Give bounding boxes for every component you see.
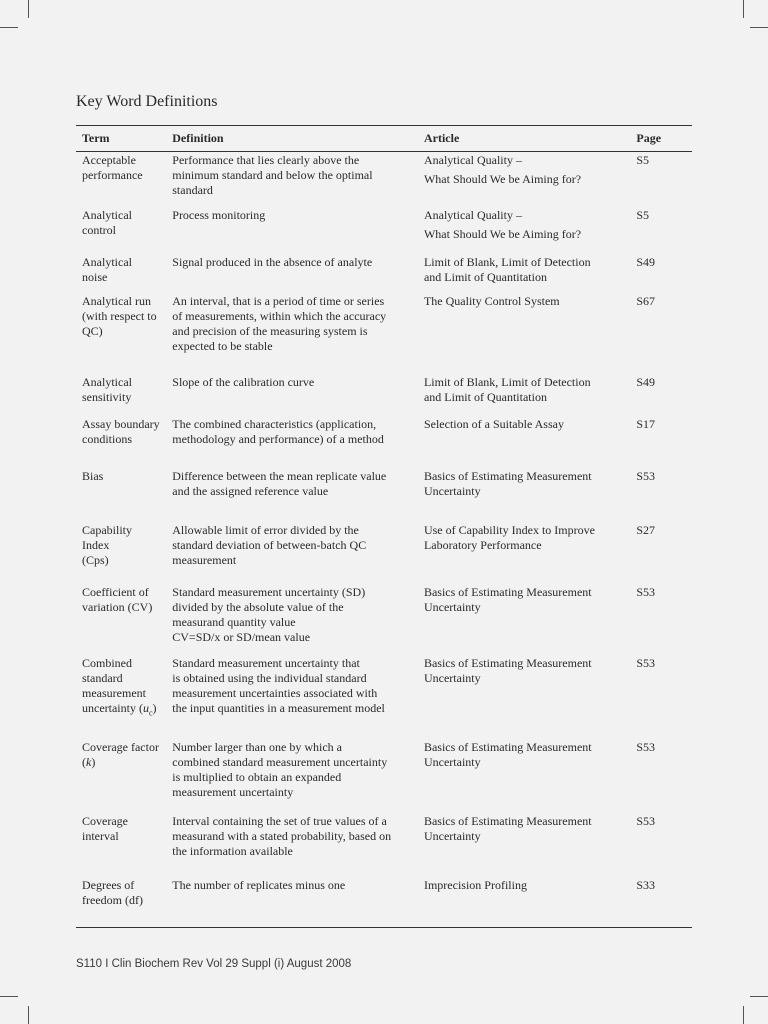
cell-page: S5 bbox=[636, 208, 650, 222]
cell-article: Analytical Quality – What Should We be Aiming for? bbox=[423, 208, 582, 241]
cell-article: The Quality Control System bbox=[423, 294, 560, 308]
cell-term: Analytical run (with respect to QC) bbox=[82, 294, 157, 338]
cell-definition: Process monitoring bbox=[172, 208, 266, 222]
definitions-table bbox=[76, 128, 692, 918]
cell-page: S33 bbox=[636, 878, 656, 892]
table-row bbox=[76, 740, 692, 814]
cell-page: S49 bbox=[636, 375, 656, 389]
cell-definition: Standard measurement uncertainty (SD) divided by the absolute value of the measurand quantity value CV=SD/x or SD/mean value bbox=[172, 585, 366, 644]
crop-mark bbox=[28, 0, 29, 18]
cell-term: Coefficient of variation (CV) bbox=[82, 585, 153, 614]
cell-term: Acceptable performance bbox=[82, 153, 143, 182]
table-row bbox=[76, 585, 692, 656]
cell-definition: Slope of the calibration curve bbox=[172, 375, 315, 389]
cell-term: Degrees of freedom (df) bbox=[82, 878, 143, 907]
crop-mark bbox=[750, 27, 768, 28]
cell-page: S53 bbox=[636, 814, 656, 828]
cell-page: S53 bbox=[636, 740, 656, 754]
cell-page: S17 bbox=[636, 417, 656, 431]
cell-term: Coverage interval bbox=[82, 814, 128, 843]
crop-mark bbox=[743, 0, 744, 18]
table-body bbox=[76, 153, 692, 918]
table-row bbox=[76, 294, 692, 375]
table-row bbox=[76, 375, 692, 417]
cell-definition: Standard measurement uncertainty that is obtained using the individual standard measurement uncertainties associated with the input quantities in a measurement model bbox=[172, 656, 385, 715]
table-header-row bbox=[76, 128, 692, 153]
header-definition: Definition bbox=[172, 130, 224, 145]
table-row bbox=[76, 523, 692, 585]
cell-term: Bias bbox=[82, 469, 104, 483]
cell-definition: Performance that lies clearly above the minimum standard and below the optimal standard bbox=[172, 153, 373, 197]
cell-article: Limit of Blank, Limit of Detection and Limit of Quantitation bbox=[423, 375, 591, 404]
cell-page: S49 bbox=[636, 255, 656, 269]
cell-term: Assay boundary conditions bbox=[82, 417, 160, 446]
table-row bbox=[76, 153, 692, 208]
table-row bbox=[76, 878, 692, 918]
table-row bbox=[76, 208, 692, 255]
crop-mark bbox=[743, 1006, 744, 1024]
cell-definition: Allowable limit of error divided by the standard deviation of between-batch QC measurement bbox=[172, 523, 367, 567]
table-row bbox=[76, 814, 692, 878]
cell-definition: Interval containing the set of true values of a measurand with a stated probability, based on the information available bbox=[172, 814, 392, 858]
header-term: Term bbox=[82, 130, 110, 145]
cell-term: Combined standard measurement uncertainty $(u_c)$ bbox=[82, 656, 157, 718]
table-row bbox=[76, 469, 692, 523]
cell-article: Limit of Blank, Limit of Detection and Limit of Quantitation bbox=[423, 255, 591, 284]
crop-mark bbox=[28, 1006, 29, 1024]
cell-definition: An interval, that is a period of time or series of measurements, within which the accuracy and precision of the measuring system is expected to be stable bbox=[172, 294, 387, 353]
cell-article: Analytical Quality – What Should We be Aiming for? bbox=[423, 153, 582, 186]
cell-article: Basics of Estimating Measurement Uncertainty bbox=[423, 585, 592, 614]
page-footer: S110 I Clin Biochem Rev Vol 29 Suppl (i) August 2008 bbox=[76, 958, 352, 970]
cell-definition: Signal produced in the absence of analyte bbox=[172, 255, 373, 269]
cell-term: Analytical noise bbox=[82, 255, 132, 284]
cell-term: Analytical sensitivity bbox=[82, 375, 132, 404]
cell-article: Basics of Estimating Measurement Uncertainty bbox=[423, 469, 592, 498]
cell-definition: The combined characteristics (application, methodology and performance) of a method bbox=[172, 417, 384, 446]
cell-definition: Number larger than one by which a combined standard measurement uncertainty is multiplied to obtain an expanded measurement uncertainty bbox=[172, 740, 388, 799]
cell-article: Basics of Estimating Measurement Uncertainty bbox=[423, 814, 592, 843]
cell-term: Capability Index (Cps) bbox=[82, 523, 132, 567]
cell-article: Basics of Estimating Measurement Uncertainty bbox=[423, 740, 592, 769]
cell-article: Imprecision Profiling bbox=[423, 878, 527, 892]
cell-page: S53 bbox=[636, 585, 656, 599]
cell-definition: The number of replicates minus one bbox=[172, 878, 346, 892]
table-row bbox=[76, 656, 692, 740]
table-row bbox=[76, 417, 692, 469]
table-bottom-rule bbox=[76, 927, 692, 928]
cell-definition: Difference between the mean replicate value and the assigned reference value bbox=[172, 469, 387, 498]
cell-page: S5 bbox=[636, 153, 650, 167]
crop-mark bbox=[0, 996, 18, 997]
crop-mark bbox=[0, 27, 18, 28]
page-title: Key Word Definitions bbox=[76, 93, 218, 110]
table-top-rule bbox=[76, 125, 692, 126]
cell-page: S53 bbox=[636, 469, 656, 483]
cell-term: Coverage factor (k) bbox=[82, 740, 159, 769]
cell-article: Selection of a Suitable Assay bbox=[423, 417, 564, 431]
header-article: Article bbox=[423, 130, 460, 145]
crop-mark bbox=[750, 996, 768, 997]
cell-term: Analytical control bbox=[82, 208, 132, 237]
cell-article: Use of Capability Index to Improve Laboratory Performance bbox=[423, 523, 595, 552]
cell-article: Basics of Estimating Measurement Uncertainty bbox=[423, 656, 592, 685]
cell-page: S53 bbox=[636, 656, 656, 670]
cell-page: S27 bbox=[636, 523, 656, 537]
cell-page: S67 bbox=[636, 294, 656, 308]
header-page: Page bbox=[636, 130, 662, 145]
table-row bbox=[76, 255, 692, 294]
